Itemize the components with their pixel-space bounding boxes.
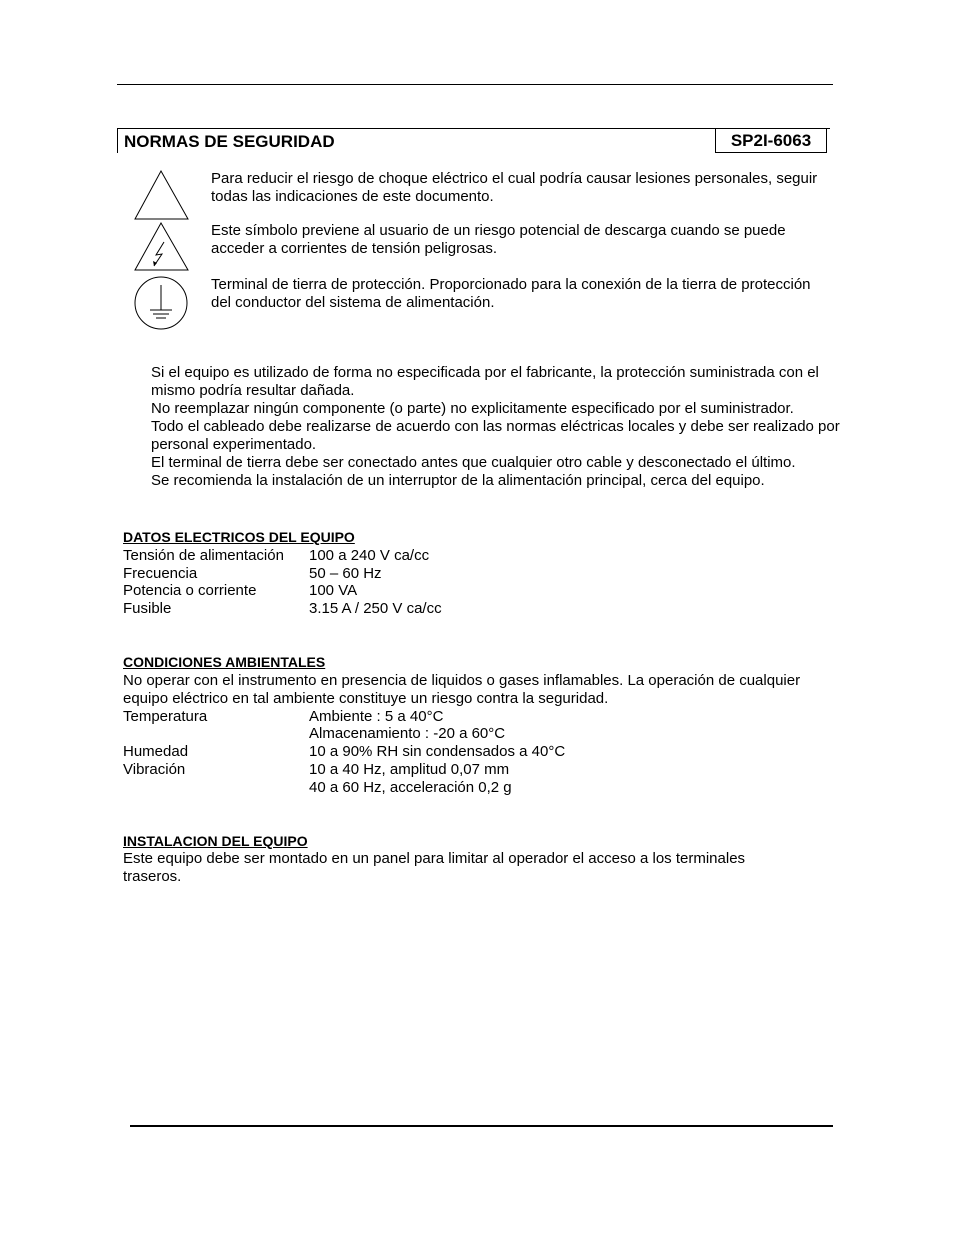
installation-text: Este equipo debe ser montado en un panel para limitar al operador el acceso a los terminales traseros. <box>123 850 746 885</box>
electric-shock-warning-icon <box>134 222 190 272</box>
spec-label: Fusible <box>123 600 172 617</box>
warning-triangle-icon <box>134 169 190 221</box>
spec-value: 100 a 240 V ca/cc <box>309 547 430 564</box>
spec-value: Ambiente : 5 a 40°C <box>309 708 444 725</box>
warning-item: Si el equipo es utilizado de forma no especificada por el fabricante, la protección suministrada con el mismo podría resultar dañada. <box>151 364 819 399</box>
spec-value: 50 – 60 Hz <box>309 565 382 582</box>
electrical-heading: DATOS ELECTRICOS DEL EQUIPO <box>123 529 355 545</box>
warning-item: El terminal de tierra debe ser conectado antes que cualquier otro cable y desconectado el último. <box>151 454 796 471</box>
section-title-bar <box>117 128 830 153</box>
top-rule <box>117 84 833 85</box>
warning-item: Todo el cableado debe realizarse de acuerdo con las normas eléctricas locales y debe ser realizado por personal experimentado. <box>151 418 840 453</box>
spec-label: Frecuencia <box>123 565 198 582</box>
spec-value: 40 a 60 Hz, acceleración 0,2 g <box>309 779 512 796</box>
spec-label: Vibración <box>123 761 186 778</box>
spec-label: Humedad <box>123 743 189 760</box>
bottom-rule <box>130 1125 833 1127</box>
symbol-description-shock: Este símbolo previene al usuario de un riesgo potencial de descarga cuando se puede acceder a corrientes de tensión peligrosas. <box>211 222 786 257</box>
warning-item: No reemplazar ningún componente (o parte) no explicitamente especificado por el suministrador. <box>151 400 794 417</box>
symbol-description-earth: Terminal de tierra de protección. Proporcionado para la conexión de la tierra de protección del conductor del sistema de alimentación. <box>211 276 811 311</box>
spec-value: 100 VA <box>309 582 358 599</box>
environment-heading: CONDICIONES AMBIENTALES <box>123 654 326 670</box>
general-warnings <box>151 364 841 490</box>
spec-value: 10 a 90% RH sin condensados a 40°C <box>309 743 566 760</box>
spec-value: Almacenamiento : -20 a 60°C <box>309 725 506 742</box>
protective-earth-icon <box>134 276 190 330</box>
spec-value: 10 a 40 Hz, amplitud 0,07 mm <box>309 761 510 778</box>
spec-label: Tensión de alimentación <box>123 547 284 564</box>
page-title: NORMAS DE SEGURIDAD <box>124 132 335 151</box>
symbol-description-caution: Para reducir el riesgo de choque eléctrico el cual podría causar lesiones personales, seguir todas las indicaciones de este documento. <box>211 170 818 205</box>
warning-item: Se recomienda la instalación de un interruptor de la alimentación principal, cerca del equipo. <box>151 472 765 489</box>
environment-intro: No operar con el instrumento en presencia de liquidos o gases inflamables. La operación de cualquier equipo eléctrico en tal ambiente constituye un riesgo contra la seguridad. <box>123 672 801 707</box>
spec-label: Potencia o corriente <box>123 582 257 599</box>
spec-value: 3.15 A / 250 V ca/cc <box>309 600 442 617</box>
document-code-box: SP2I-6063 <box>715 128 827 153</box>
installation-heading: INSTALACION DEL EQUIPO <box>123 833 308 849</box>
spec-label: Temperatura <box>123 708 208 725</box>
